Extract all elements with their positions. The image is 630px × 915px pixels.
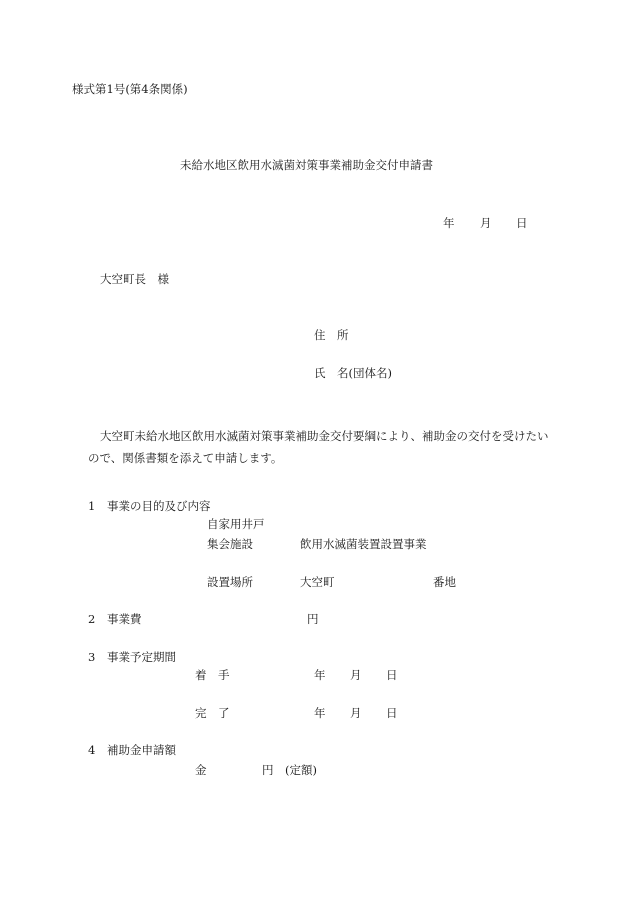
application-statement-text: 大空町未給水地区飲用水滅菌対策事業補助金交付要綱により、補助金の交付を受けたいので、関係書類を添えて申請します。 — [88, 429, 549, 465]
grant-yen: 円 — [262, 763, 274, 777]
item2-label: 事業費 — [107, 612, 142, 626]
item3-number: 3 — [88, 650, 96, 664]
form-label: 様式第1号(第4条関係) — [72, 82, 188, 96]
item4-label: 補助金申請額 — [107, 743, 176, 757]
date-year: 年 — [443, 216, 455, 230]
start-day: 日 — [386, 668, 398, 682]
item1-number: 1 — [88, 499, 96, 513]
applicant-name-label: 氏 名(団体名) — [314, 366, 392, 380]
addressee: 大空町長 様 — [100, 272, 169, 286]
grant-kin: 金 — [195, 763, 207, 777]
start-label: 着 手 — [195, 668, 230, 682]
project-cost-unit: 円 — [307, 612, 319, 626]
location-town: 大空町 — [300, 575, 335, 589]
facility-private-well: 自家用井戸 — [207, 517, 265, 531]
applicant-address-label: 住 所 — [314, 328, 349, 342]
start-year: 年 — [314, 668, 326, 682]
project-name: 飲用水滅菌装置設置事業 — [300, 537, 427, 551]
location-banchi: 番地 — [433, 575, 456, 589]
date-month: 月 — [480, 216, 492, 230]
location-label: 設置場所 — [207, 575, 253, 589]
item2-number: 2 — [88, 612, 96, 626]
item3-label: 事業予定期間 — [107, 650, 176, 664]
facility-community-hall: 集会施設 — [207, 537, 253, 551]
end-day: 日 — [386, 706, 398, 720]
item1-label: 事業の目的及び内容 — [107, 499, 211, 513]
date-day: 日 — [516, 216, 528, 230]
grant-fixed-amount-note: (定額) — [285, 763, 317, 777]
document-title: 未給水地区飲用水滅菌対策事業補助金交付申請書 — [180, 158, 433, 172]
start-month: 月 — [350, 668, 362, 682]
end-month: 月 — [350, 706, 362, 720]
application-statement — [88, 425, 558, 469]
end-year: 年 — [314, 706, 326, 720]
item4-number: 4 — [88, 743, 96, 757]
end-label: 完 了 — [195, 706, 230, 720]
